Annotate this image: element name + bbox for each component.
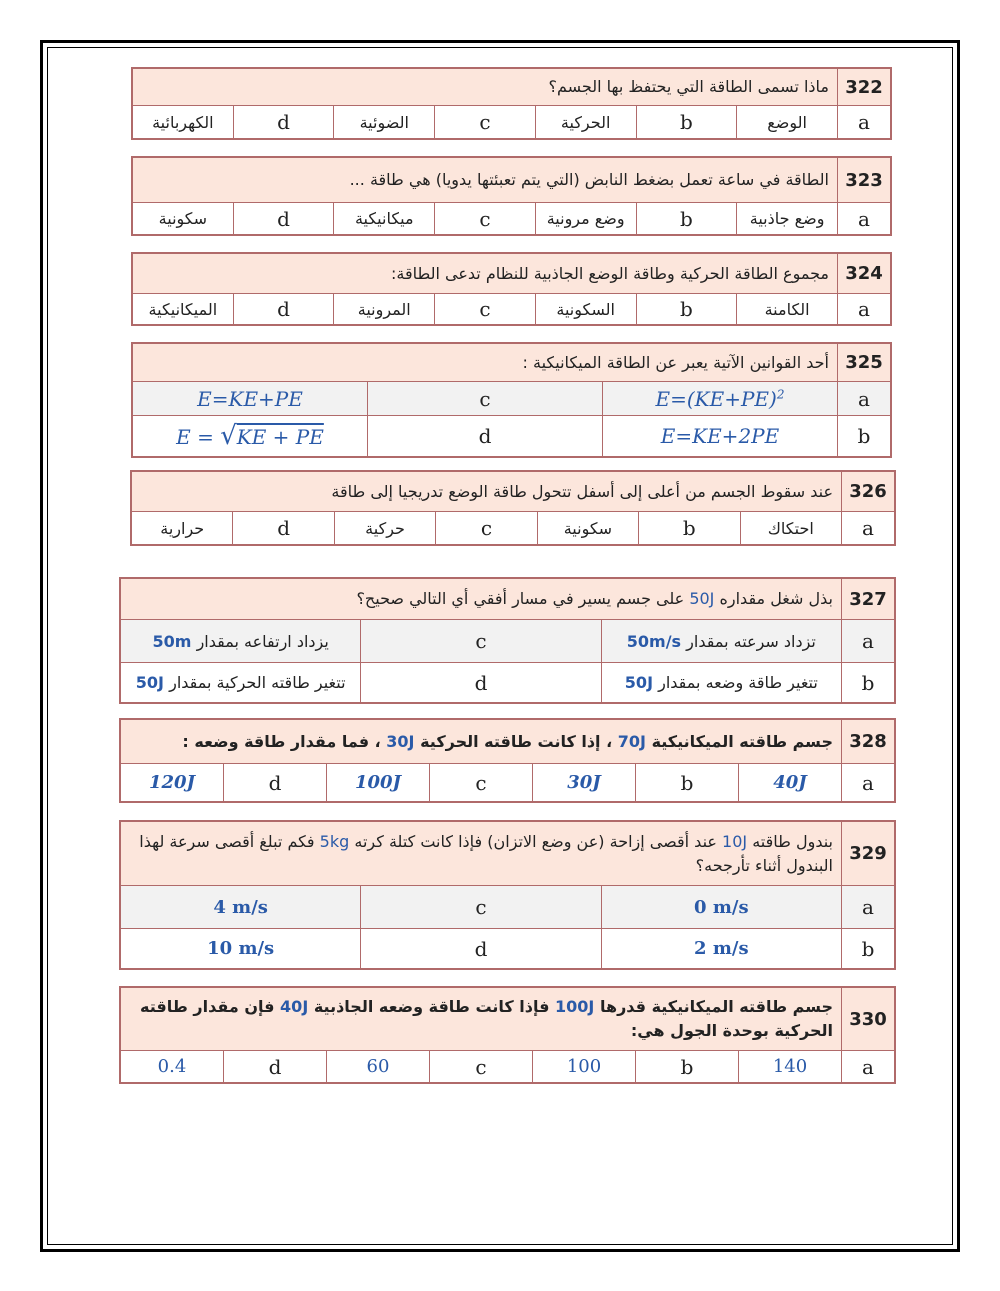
letter-b: b xyxy=(838,416,891,457)
option-b[interactable]: 100 xyxy=(533,1051,636,1083)
option-b[interactable]: 30J xyxy=(533,764,636,802)
question-number: 330 xyxy=(842,988,895,1051)
option-c[interactable]: 4 m/s xyxy=(121,886,361,929)
letter-a: a xyxy=(838,382,891,416)
letter-c: c xyxy=(435,294,536,325)
option-c[interactable]: ميكانيكية xyxy=(334,203,435,235)
letter-a: a xyxy=(838,106,891,139)
letter-d: d xyxy=(233,203,334,235)
option-d[interactable]: الميكانيكية xyxy=(133,294,234,325)
letter-a: a xyxy=(842,512,895,545)
question-text: بندول طاقته 10J عند أقصى إزاحة (عن وضع الاتزان) فإذا كانت كتلة كرته 5kg فكم تبلغ أقصى سرعة لهذا البندول أثناء تأرجحه؟ xyxy=(121,822,842,886)
letter-d: d xyxy=(361,663,601,703)
option-b[interactable]: السكونية xyxy=(535,294,636,325)
option-d[interactable]: الكهربائية xyxy=(133,106,234,139)
option-b[interactable]: تتغير طاقة وضعه بمقدار 50J xyxy=(601,663,841,703)
letter-b: b xyxy=(636,1051,739,1083)
letter-c: c xyxy=(361,620,601,663)
letter-a: a xyxy=(842,886,895,929)
letter-c: c xyxy=(430,764,533,802)
letter-c: c xyxy=(368,382,603,416)
letter-d: d xyxy=(233,106,334,139)
option-b[interactable]: الحركية xyxy=(535,106,636,139)
letter-d: d xyxy=(224,764,327,802)
letter-d: d xyxy=(368,416,603,457)
question-number: 322 xyxy=(838,69,891,106)
letter-b: b xyxy=(842,663,895,703)
question-text: الطاقة في ساعة تعمل بضغط النابض (التي يتم تعبئتها يدويا) هي طاقة ... xyxy=(133,158,838,203)
question-text: بذل شغل مقداره 50J على جسم يسير في مسار أفقي أي التالي صحيح؟ xyxy=(121,579,842,620)
question-326 xyxy=(130,470,896,546)
letter-a: a xyxy=(842,1051,895,1083)
question-text: ماذا تسمى الطاقة التي يحتفظ بها الجسم؟ xyxy=(133,69,838,106)
letter-c: c xyxy=(435,106,536,139)
letter-b: b xyxy=(636,294,737,325)
option-c[interactable]: المرونية xyxy=(334,294,435,325)
question-322 xyxy=(131,67,892,140)
option-c[interactable]: E=KE+PE xyxy=(133,382,368,416)
question-number: 326 xyxy=(842,472,895,512)
question-328 xyxy=(119,718,896,803)
letter-a: a xyxy=(842,620,895,663)
option-c[interactable]: الضوئية xyxy=(334,106,435,139)
letter-d: d xyxy=(224,1051,327,1083)
option-a[interactable]: وضع جاذبية xyxy=(737,203,838,235)
option-d[interactable]: سكونية xyxy=(133,203,234,235)
option-d[interactable]: حرارية xyxy=(132,512,233,545)
question-text: مجموع الطاقة الحركية وطاقة الوضع الجاذبية للنظام تدعى الطاقة: xyxy=(133,254,838,294)
option-a[interactable]: تزداد سرعته بمقدار 50m/s xyxy=(601,620,841,663)
option-d[interactable]: E = √KE + PE xyxy=(133,416,368,457)
option-d[interactable]: 0.4 xyxy=(121,1051,224,1083)
question-325 xyxy=(131,342,892,458)
question-text: أحد القوانين الآتية يعبر عن الطاقة الميكانيكية : xyxy=(133,344,838,382)
question-number: 327 xyxy=(842,579,895,620)
letter-d: d xyxy=(361,929,601,969)
question-number: 323 xyxy=(838,158,891,203)
letter-b: b xyxy=(636,764,739,802)
option-a[interactable]: احتكاك xyxy=(740,512,841,545)
question-number: 328 xyxy=(842,720,895,764)
question-text: جسم طاقته الميكانيكية قدرها 100J فإذا كانت طاقة وضعه الجاذبية 40J فإن مقدار طاقته الحركية بوحدة الجول هي: xyxy=(121,988,842,1051)
option-b[interactable]: وضع مرونية xyxy=(535,203,636,235)
letter-b: b xyxy=(636,203,737,235)
option-a[interactable]: 0 m/s xyxy=(601,886,841,929)
letter-c: c xyxy=(436,512,537,545)
option-c[interactable]: 100J xyxy=(327,764,430,802)
option-c[interactable]: 60 xyxy=(327,1051,430,1083)
option-b[interactable]: سكونية xyxy=(537,512,638,545)
option-d[interactable]: تتغير طاقته الحركية بمقدار 50J xyxy=(121,663,361,703)
question-329 xyxy=(119,820,896,970)
option-c[interactable]: حركية xyxy=(334,512,435,545)
letter-a: a xyxy=(842,764,895,802)
option-a[interactable]: $E=(KE+PE)^2$ xyxy=(603,382,838,416)
question-number: 324 xyxy=(838,254,891,294)
question-327 xyxy=(119,577,896,704)
letter-b: b xyxy=(639,512,740,545)
option-d[interactable]: 120J xyxy=(121,764,224,802)
option-c[interactable]: يزداد ارتفاعه بمقدار 50m xyxy=(121,620,361,663)
letter-c: c xyxy=(435,203,536,235)
question-330 xyxy=(119,986,896,1084)
letter-d: d xyxy=(233,294,334,325)
option-b[interactable]: E=KE+2PE xyxy=(603,416,838,457)
question-text: جسم طاقته الميكانيكية 70J ، إذا كانت طاقته الحركية 30J ، فما مقدار طاقة وضعه : xyxy=(121,720,842,764)
question-324 xyxy=(131,252,892,326)
letter-a: a xyxy=(838,203,891,235)
option-b[interactable]: 2 m/s xyxy=(601,929,841,969)
letter-b: b xyxy=(636,106,737,139)
question-number: 329 xyxy=(842,822,895,886)
question-323 xyxy=(131,156,892,236)
option-a[interactable]: 140 xyxy=(739,1051,842,1083)
option-d[interactable]: 10 m/s xyxy=(121,929,361,969)
letter-b: b xyxy=(842,929,895,969)
option-a[interactable]: الكامنة xyxy=(737,294,838,325)
option-a[interactable]: 40J xyxy=(739,764,842,802)
option-a[interactable]: الوضع xyxy=(737,106,838,139)
question-text: عند سقوط الجسم من أعلى إلى أسفل تتحول طاقة الوضع تدريجيا إلى طاقة xyxy=(132,472,842,512)
letter-c: c xyxy=(430,1051,533,1083)
question-number: 325 xyxy=(838,344,891,382)
letter-c: c xyxy=(361,886,601,929)
letter-a: a xyxy=(838,294,891,325)
letter-d: d xyxy=(233,512,334,545)
